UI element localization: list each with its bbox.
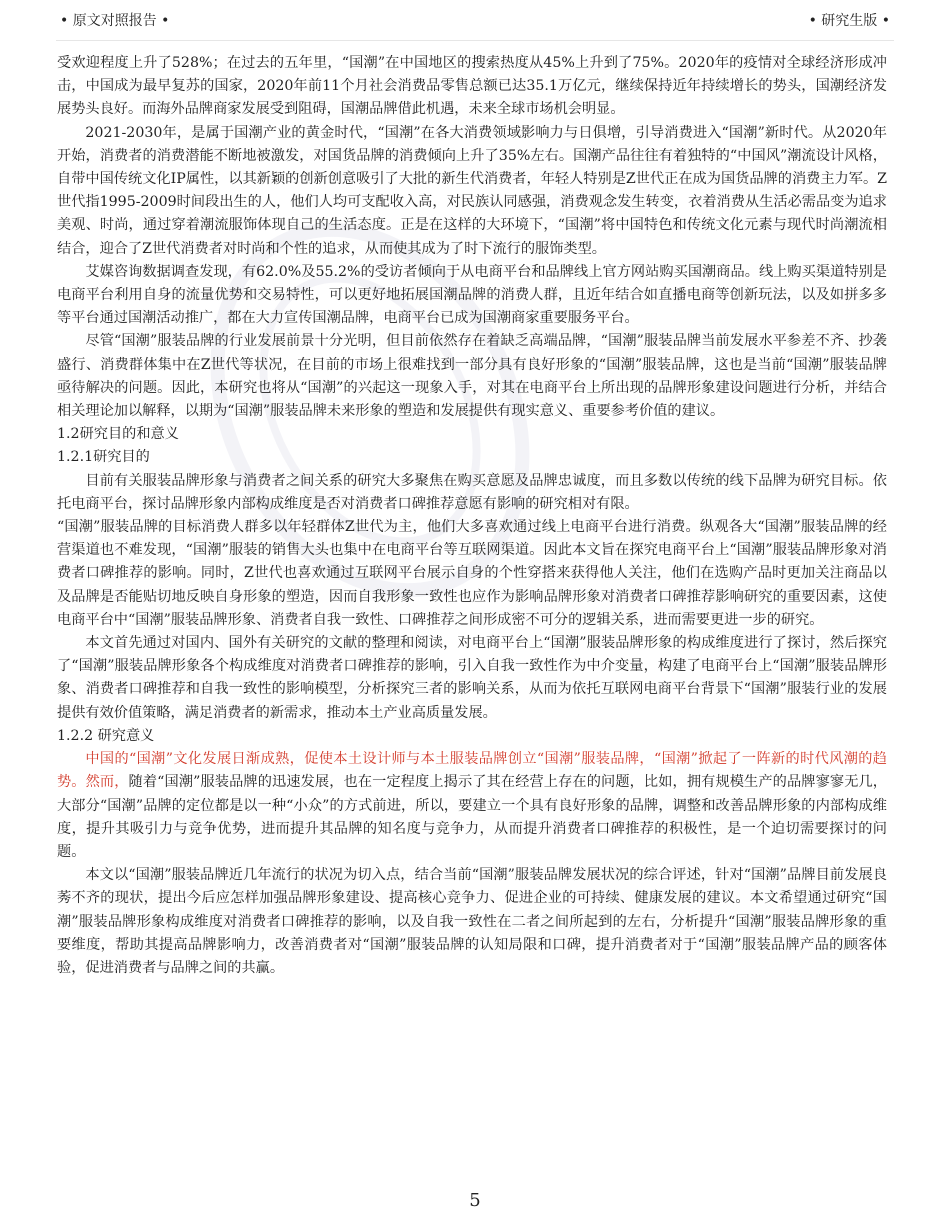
- paragraph: 本文首先通过对国内、国外有关研究的文献的整理和阅读，对电商平台上“国潮”服装品牌形象的构成维度进行了探讨，然后探究了“国潮”服装品牌形象各个构成维度对消费者口碑推荐的影响，引入自我一致性作为中介变量，构建了电商平台上“国潮”服装品牌形象、消费者口碑推荐和自我一致性的影响模型，分析探究三者的影响关系，从而为依托互联网电商平台背景下“国潮”服装行业的发展提供有效价值策略，满足消费者的新需求，推动本土产业高质量发展。: [57, 635, 887, 721]
- paragraph: 2021-2030年，是属于国潮产业的黄金时代，“国潮”在各大消费领域影响力与日俱增，引导消费进入“国潮”新时代。从2020年开始，消费者的消费潜能不断地被激发，对国货品牌的消费倾向上升了35%左右。国潮产品往往有着独特的“中国风”潮流设计风格，自带中国传统文化IP属性，以其新颖的创新创意吸引了大批的新生代消费者，年轻人特别是Z世代正在成为国货品牌的消费主力军。Z世代指1995-2009时间段出生的人，他们人均可支配收入高，对民族认同感强，消费观念发生转变，衣着消费从生活必需品变为追求美观、时尚，通过穿着潮流服饰体现自己的生活态度。正是在这样的大环境下，“国潮”将中国特色和传统文化元素与现代时尚潮流相结合，迎合了Z世代消费者对时尚和个性的追求，从而使其成为了时下流行的服饰类型。: [57, 124, 887, 257]
- paragraph: 本文以“国潮”服装品牌近几年流行的状况为切入点，结合当前“国潮”服装品牌发展状况的综合评述，针对“国潮”品牌目前发展良莠不齐的现状，提出今后应怎样加强品牌形象建设、提高核心竞争力、促进企业的可持续、健康发展的建议。本文希望通过研究“国潮”服装品牌形象构成维度对消费者口碑推荐的影响，以及自我一致性在二者之间所起到的左右，分析提升“国潮”服装品牌形象的重要维度，帮助其提高品牌影响力，改善消费者对“国潮”服装品牌的认知局限和口碑，提升消费者对于“国潮”服装品牌产品的顾客体验，促进消费者与品牌之间的共赢。: [57, 867, 887, 976]
- paragraph-with-highlight: [57, 748, 887, 864]
- paragraph: “国潮”服装品牌的目标消费人群多以年轻群体Z世代为主，他们大多喜欢通过线上电商平台进行消费。纵观各大“国潮”服装品牌的经营渠道也不难发现，“国潮”服装的销售大头也集中在电商平台等互联网渠道。因此本文旨在探究电商平台上“国潮”服装品牌形象对消费者口碑推荐的影响。同时，Z世代也喜欢通过互联网平台展示自身的个性穿搭来获得他人关注，他们在选购产品时更加关注商品以及品牌是否能贴切地反映自身形象的塑造，因而自我形象一致性也应作为影响品牌形象对消费者口碑推荐影响研究的重要因素，这使电商平台中“国潮”服装品牌形象、消费者自我一致性、口碑推荐之间形成密不可分的逻辑关系，进而需要更进一步的研究。: [57, 519, 887, 628]
- paragraph: 艾媒咨询数据调查发现，有62.0%及55.2%的受访者倾向于从电商平台和品牌线上官方网站购买国潮商品。线上购买渠道特别是电商平台利用自身的流量优势和交易特性，可以更好地拓展国潮品牌的消费人群，且近年结合如直播电商等创新玩法，以及如拼多多等平台通过国潮活动推广，都在大力宣传国潮品牌，电商平台已成为国潮商家重要服务平台。: [57, 263, 887, 327]
- paragraph-text: 随着“国潮”服装品牌的迅速发展，也在一定程度上揭示了其在经营上存在的问题，比如，拥有规模生产的品牌寥寥无几，大部分“国潮”品牌的定位都是以一种“小众”的方式前进，所以，要建立一个具有良好形象的品牌，调整和改善品牌形象的内部构成维度，提升其吸引力与竞争优势，进而提升其品牌的知名度与竞争力，从而提升消费者口碑推荐的积极性，是一个迫切需要探讨的问题。: [57, 774, 887, 860]
- subsection-heading: 1.2.2 研究意义: [57, 727, 155, 744]
- document-body: [57, 52, 887, 980]
- header-left-label: • 原文对照报告 •: [60, 13, 170, 29]
- header-divider: [56, 40, 894, 41]
- header-right-label: • 研究生版 •: [808, 13, 890, 29]
- page-number: 5: [469, 1190, 481, 1211]
- page-header: [0, 0, 950, 40]
- paragraph: 目前有关服装品牌形象与消费者之间关系的研究大多聚焦在购买意愿及品牌忠诚度，而且多数以传统的线下品牌为研究目标。依托电商平台，探讨品牌形象内部构成维度是否对消费者口碑推荐意愿有影响的研究相对有限。: [57, 472, 887, 512]
- subsection-heading: 1.2.1研究目的: [57, 449, 150, 466]
- paragraph: 尽管“国潮”服装品牌的行业发展前景十分光明，但目前依然存在着缺乏高端品牌，“国潮”服装品牌当前发展水平参差不齐、抄袭盛行、消费群体集中在Z世代等状况，在目前的市场上很难找到一部分具有良好形象的“国潮”服装品牌，这也是当前“国潮”服装品牌亟待解决的问题。因此，本研究也将从“国潮”的兴起这一现象入手，对其在电商平台上所出现的品牌形象建设问题进行分析，并结合相关理论加以解释，以期为“国潮”服装品牌未来形象的塑造和发展提供有现实意义、重要参考价值的建议。: [57, 333, 887, 420]
- highlighted-text: 中国的“国潮”文化发展日渐成熟，促使本土设计师与本土服装品牌创立“国潮”服装品牌，“国潮”掀起了一阵新的时代风潮的趋势。然而，: [57, 751, 887, 791]
- paragraph: 受欢迎程度上升了528%；在过去的五年里，“国潮”在中国地区的搜索热度从45%上升到了75%。2020年的疫情对全球经济形成冲击，中国成为最早复苏的国家，2020年前11个月社会消费品零售总额已达35.1万亿元，继续保持近年持续增长的势头，国潮经济发展势头良好。而海外品牌商家发展受到阻碍，国潮品牌借此机遇，未来全球市场机会明显。: [57, 55, 887, 118]
- section-heading: 1.2研究目的和意义: [57, 426, 179, 443]
